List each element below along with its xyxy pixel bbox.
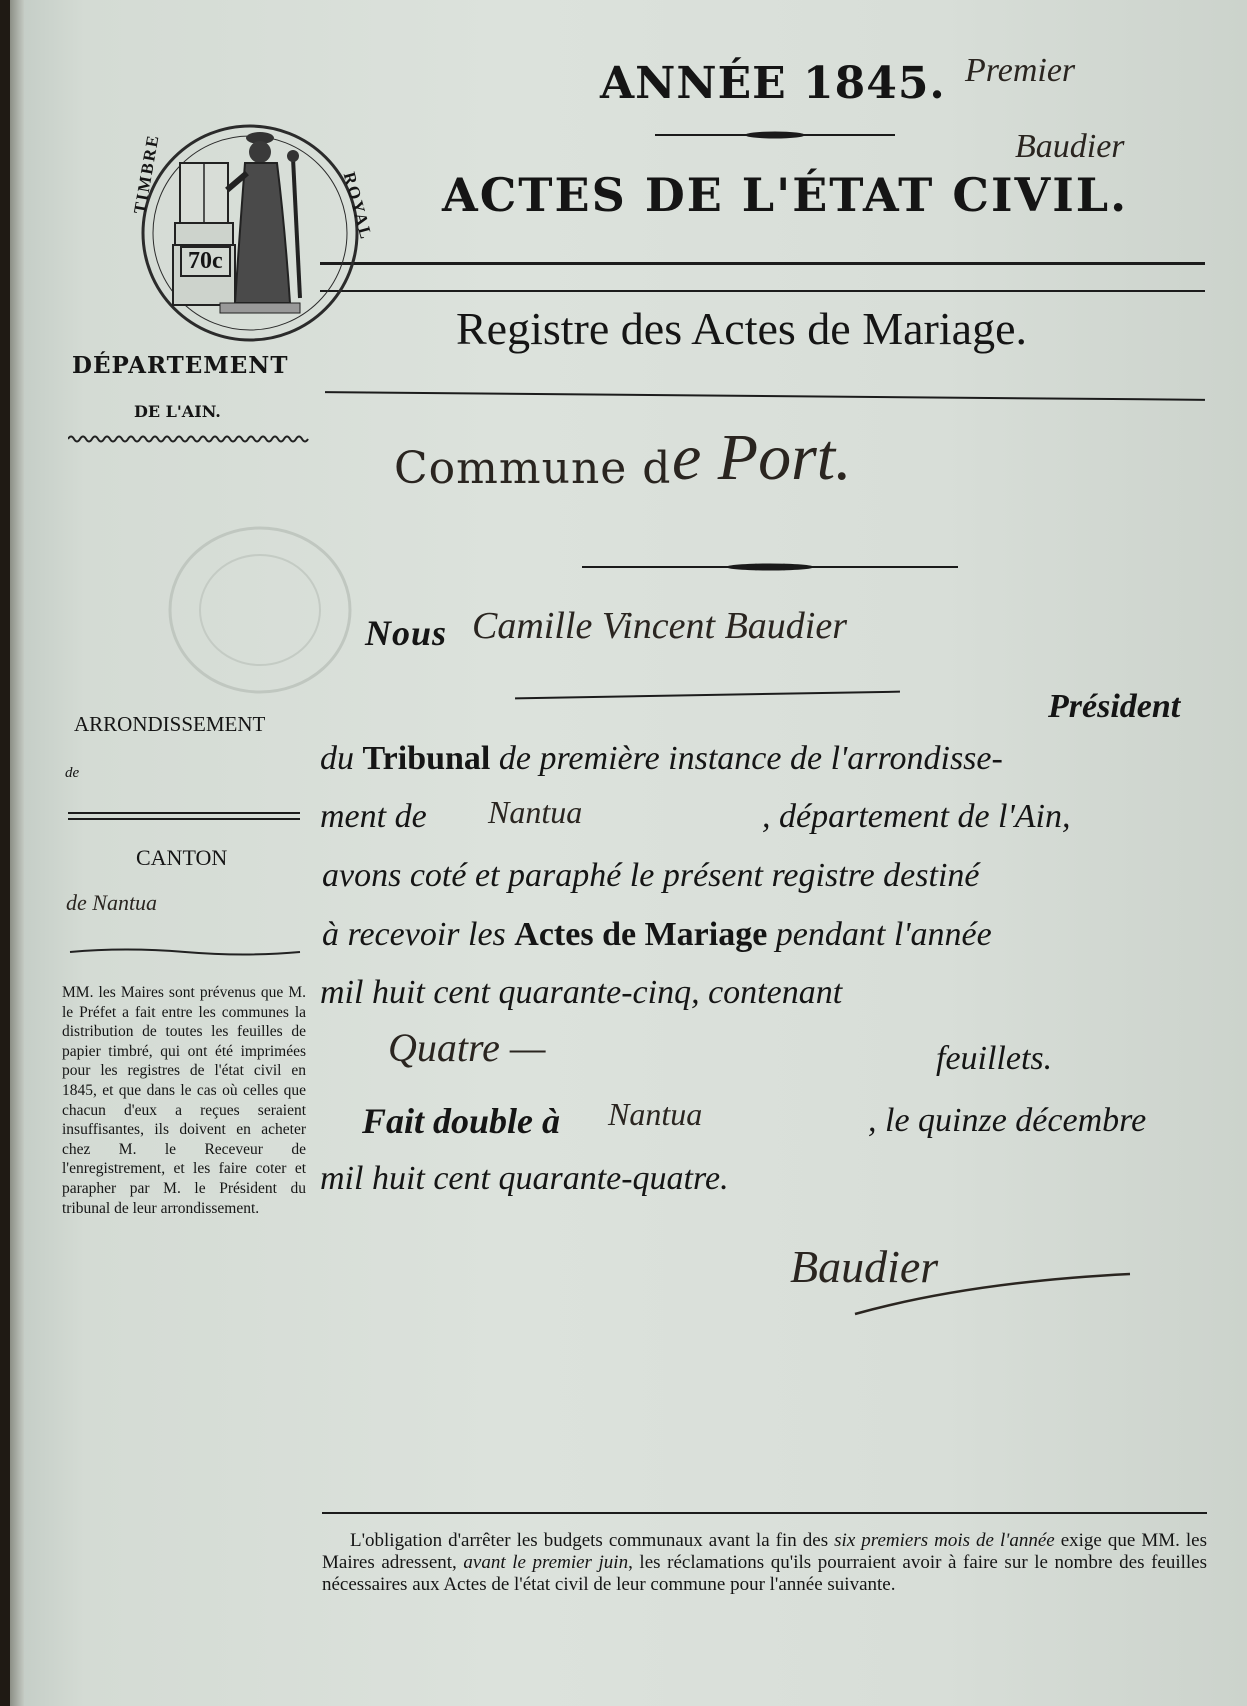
- commune-label: Commune d: [394, 443, 672, 494]
- wavy-divider: [68, 434, 313, 444]
- mayors-notice: MM. les Maires sont prévenus que M. le Préfet a fait entre les communes la distribution de toutes les feuilles de papier timbré, qui ont été imprimées pour les registres de l'état civil en 1845, et que dans le cas où celles que chacun d'eux a reçues seraient insuffisantes, ils doivent en acheter chez M. le Receveur de l'enregistrement, et les faire coter et parapher par M. le Président du tribunal de leur arrondissement.: [62, 984, 306, 1217]
- title-rule-2: [320, 290, 1205, 292]
- fait-double-label: Fait double à: [362, 1101, 561, 1141]
- title-rule-1: [320, 262, 1205, 265]
- arrondissement-label: ARRONDISSEMENT: [74, 712, 266, 736]
- year-text: mil huit cent quarante-quatre.: [320, 1160, 729, 1197]
- subtitle-rule: [325, 391, 1205, 401]
- body-line4-c: pendant l'année: [767, 916, 992, 953]
- nous-label: Nous: [365, 613, 448, 653]
- date-text: , le quinze décembre: [868, 1102, 1147, 1139]
- canton-flourish: [65, 945, 305, 959]
- stamp-text-royal: ROYAL: [339, 170, 377, 243]
- arrondissement-rule-1: [68, 812, 300, 814]
- feuillets-label: feuillets.: [936, 1040, 1053, 1077]
- department-name: DE L'AIN.: [134, 402, 221, 421]
- body-line-1: [320, 740, 1210, 778]
- stamp-text-timbre: TIMBRE: [130, 132, 163, 216]
- ornament-divider-commune: [580, 560, 960, 574]
- fait-double-place: Nantua: [608, 1096, 703, 1132]
- arrondissement-handwritten: Nantua: [488, 794, 583, 830]
- document-title: ACTES DE L'ÉTAT CIVIL.: [442, 168, 1129, 222]
- body-line4-a: à recevoir les: [322, 916, 515, 953]
- year-heading: ANNÉE 1845.: [600, 58, 946, 109]
- stamp-price: 70c: [180, 246, 231, 277]
- timbre-royal-stamp: [135, 118, 365, 348]
- notice-part-4: avant le premier juin: [463, 1552, 629, 1573]
- register-subtitle: Registre des Actes de Mariage.: [456, 303, 1027, 354]
- body-line1-rest: de première instance de l'arrondisse-: [490, 740, 1003, 777]
- body-line-2a: ment de: [320, 798, 427, 835]
- signature: Baudier: [790, 1241, 939, 1292]
- arrondissement-de: de: [65, 765, 80, 781]
- ornament-divider-top: [650, 128, 900, 142]
- president-name: Camille Vincent Baudier: [472, 605, 847, 647]
- feuillets-count: Quatre —: [388, 1025, 546, 1070]
- body-line-5: mil huit cent quarante-cinq, contenant: [320, 974, 843, 1011]
- body-line-2b: , département de l'Ain,: [762, 798, 1071, 835]
- handwritten-premier: Premier: [965, 52, 1076, 89]
- bottom-rule: [322, 1512, 1207, 1514]
- president-title: Président: [1048, 688, 1181, 725]
- commune-value: e Port.: [672, 421, 852, 494]
- department-label: DÉPARTEMENT: [72, 352, 289, 379]
- notice-part-2: six premiers mois de l'année: [834, 1530, 1055, 1551]
- notice-part-3: exige que MM. les Maires adressent,: [322, 1530, 1207, 1573]
- body-line-4: [322, 916, 992, 954]
- bottom-notice: [322, 1530, 1207, 1596]
- notice-part-1: L'obligation d'arrêter les budgets communaux avant la fin des: [350, 1530, 835, 1551]
- signature-flourish: [850, 1262, 1140, 1322]
- body-tribunal: Tribunal: [362, 740, 491, 777]
- canton-label: CANTON: [136, 845, 228, 870]
- name-rule: [515, 691, 900, 700]
- body-actes-mariage: Actes de Mariage: [514, 916, 768, 953]
- register-page: [10, 0, 1247, 1706]
- body-line-3: avons coté et paraphé le présent registre destiné: [322, 857, 980, 894]
- body-du: du: [320, 740, 363, 777]
- arrondissement-rule-2: [68, 818, 300, 820]
- notice-part-5: , les réclamations qu'ils pourraient avoir à faire sur le nombre des feuilles nécessaires aux Actes de l'état civil de leur commune pour l'année suivante.: [322, 1552, 1208, 1595]
- handwritten-signature-top: Baudier: [1015, 128, 1125, 165]
- embossed-stamp: [160, 520, 360, 700]
- canton-handwritten: de Nantua: [66, 890, 158, 915]
